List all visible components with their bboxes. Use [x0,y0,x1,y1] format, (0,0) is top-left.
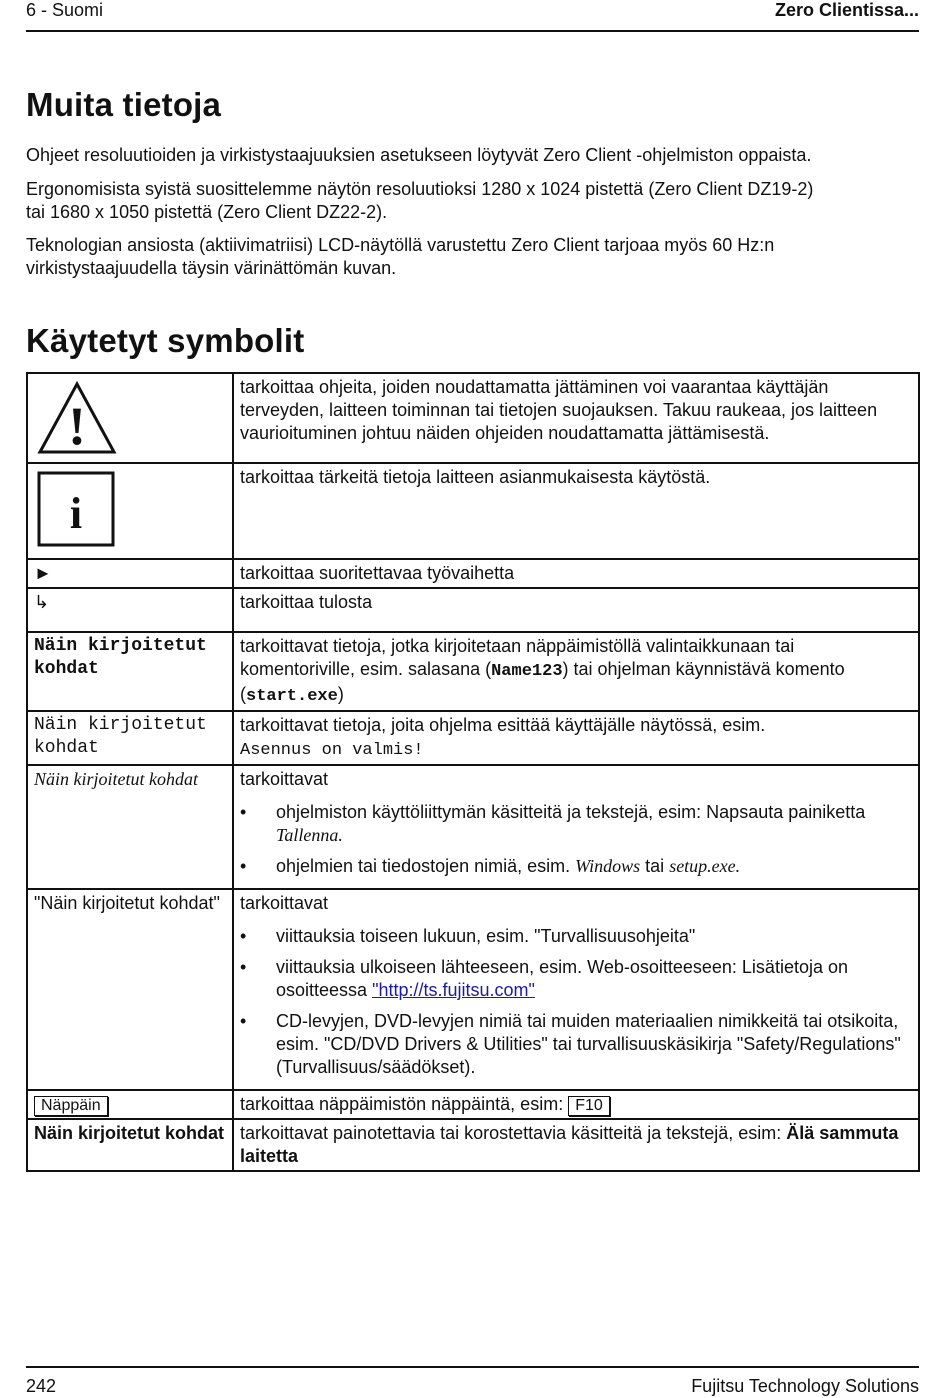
table-row-italic [27,765,919,889]
table-row-info [27,463,919,559]
table-row-key [27,1090,919,1119]
table-row-input [27,632,919,711]
quoted-desc: tarkoittavat • viittauksia toiseen lukuun, esim. "Turvallisuusohjeita" • viittauksia ulkoiseen lähteeseen, esim. Web-osoitteeseen: Lisätietoja on osoitteessa "http://ts.fujitsu.com" • CD-levyjen, DVD-levyjen nimiä tai muiden materiaalien nimikkeitä tai otsikoita, esim. "CD/DVD Drivers & Utilities" tai turvallisuuskäsikirja "Safety/Regulations" (Turvallisuus/säädökset). [233,889,919,1090]
list-item: • ohjelmien tai tiedostojen nimiä, esim. Windows tai setup.exe. [240,855,912,878]
step-symbol-cell [27,559,233,588]
table-row-step [27,559,919,588]
paragraph-1: Ohjeet resoluutioiden ja virkistystaajuuksien asetukseen löytyvät Zero Client -ohjelmiston oppaista. [26,145,812,165]
warning-text: tarkoittaa ohjeita, joiden noudattamatta jättäminen voi vaarantaa käyttäjän terveyden, laitteen toiminnan tai tietojen suojauksen. Takuu raukeaa, jos laitteen vaurioituminen johtuu näiden ohjeiden noudattamatta jättämisestä. [233,373,919,463]
info-icon [36,470,118,550]
key-label-cell [27,1090,233,1119]
input-code-2: start.exe [246,687,338,706]
list-item: • ohjelmiston käyttöliittymän käsitteitä ja tekstejä, esim: Napsauta painiketta Tallenna. [240,801,912,847]
fujitsu-link[interactable]: "http://ts.fujitsu.com" [372,980,535,1000]
warning-symbol-cell [27,373,233,463]
input-label: Näin kirjoitetut kohdat [27,632,233,711]
table-row-output [27,711,919,765]
page-header [26,0,919,32]
key-desc: tarkoittaa näppäimistön näppäintä, esim: F10 [233,1090,919,1119]
step-text: tarkoittaa suoritettavaa työvaihetta [233,559,919,588]
key-label: Näppäin [34,1096,108,1116]
section-title-symbolit: Käytetyt symbolit [26,322,305,359]
bold-label: Näin kirjoitetut kohdat [27,1119,233,1171]
info-symbol-cell [27,463,233,559]
quoted-label: "Näin kirjoitetut kohdat" [27,889,233,1090]
input-code-1: Name123 [491,662,563,681]
page-number: 242 [26,1376,57,1396]
table-row-quoted [27,889,919,1090]
svg-text:!: ! [68,396,86,456]
output-code: Asennus on valmis! [240,741,424,760]
table-row-bold [27,1119,919,1171]
result-symbol-cell [27,588,233,632]
footer-company: Fujitsu Technology Solutions [691,1376,919,1396]
key-example: F10 [568,1096,610,1116]
list-item: • viittauksia ulkoiseen lähteeseen, esim. Web-osoitteeseen: Lisätietoja on osoitteessa "http://ts.fujitsu.com" [240,956,912,1002]
header-section: Zero Clientissa... [774,0,919,20]
list-item: • viittauksia toiseen lukuun, esim. "Turvallisuusohjeita" [240,925,912,948]
warning-icon [36,380,118,456]
result-text: tarkoittaa tulosta [233,588,919,632]
italic-label: Näin kirjoitetut kohdat [27,765,233,889]
table-row-warning [27,373,919,463]
bold-desc: tarkoittavat painotettavia tai korostettavia käsitteitä ja tekstejä, esim: Älä sammuta laitetta [233,1119,919,1171]
page-footer [26,1366,919,1398]
output-desc: tarkoittavat tietoja, joita ohjelma esittää käyttäjälle näytössä, esim. Asennus on valmis! [233,711,919,765]
section-title-muita-tietoja: Muita tietoja [26,86,222,123]
result-arrow-icon: ↳ [34,592,50,612]
step-arrow-icon: ► [34,563,52,583]
paragraph-2: Ergonomisista syistä suosittelemme näytön resoluutioksi 1280 x 1024 pistettä (Zero Client DZ19-2) tai 1680 x 1050 pistettä (Zero Client DZ22-2). [26,179,814,222]
table-row-result [27,588,919,632]
italic-desc: tarkoittavat • ohjelmiston käyttöliittymän käsitteitä ja tekstejä, esim: Napsauta painiketta Tallenna. • ohjelmien tai tiedostojen nimiä, esim. Windows tai setup.exe. [233,765,919,889]
bold-example: Älä sammuta laitetta [240,1123,899,1166]
header-chapter: 6 - Suomi [26,0,104,20]
input-desc: tarkoittavat tietoja, jotka kirjoitetaan näppäimistöllä valintaikkunaan tai komentoriville, esim. salasana (Name123) tai ohjelman käynnistävä komento (start.exe) [233,632,919,711]
list-item: • CD-levyjen, DVD-levyjen nimiä tai muiden materiaalien nimikkeitä tai otsikoita, esim. "CD/DVD Drivers & Utilities" tai turvallisuuskäsikirja "Safety/Regulations" (Turvallisuus/säädökset). [240,1010,912,1079]
paragraph-3: Teknologian ansiosta (aktiivimatriisi) LCD-näytöllä varustettu Zero Client tarjoaa myös 60 Hz:n virkistystaajuudella täysin värinättömän kuvan. [26,235,775,278]
info-text: tarkoittaa tärkeitä tietoja laitteen asianmukaisesta käytöstä. [233,463,919,559]
svg-text:i: i [69,489,83,538]
output-label: Näin kirjoitetut kohdat [27,711,233,765]
symbols-table [26,372,920,1172]
